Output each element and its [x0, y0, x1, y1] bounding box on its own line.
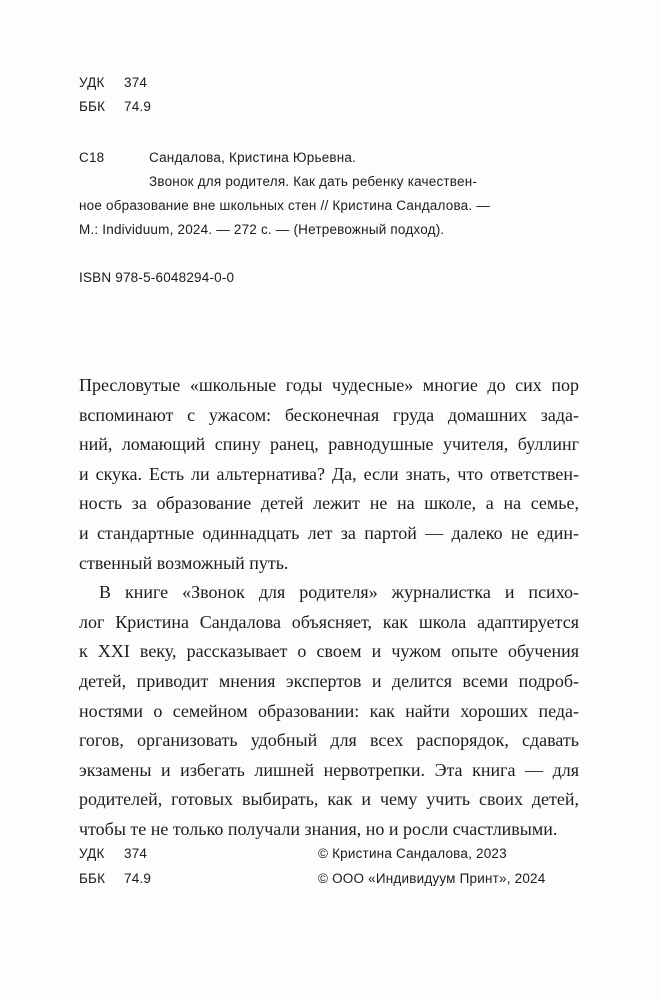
annotation-line: ственный возможный путь.: [79, 552, 289, 573]
annotation: [79, 371, 579, 845]
annotation-line: ний, ломающий спину ранец, равнодушные учителя, буллинг: [79, 434, 579, 455]
annotation-paragraph-2: [79, 578, 579, 844]
annotation-paragraph-1: [79, 371, 579, 578]
copyright-author: © Кристина Сандалова, 2023: [318, 846, 507, 861]
bib-head: [79, 146, 549, 170]
bbk-label: ББК: [79, 99, 106, 114]
annotation-line: чтобы те не только получали знания, но и росли счастливыми.: [79, 818, 558, 839]
annotation-line: ность за образование детей лежит не на школе, а на семье,: [79, 493, 579, 514]
udk-label: УДК: [79, 75, 105, 90]
annotation-line: гогов, организовать удобный для всех распорядок, сдавать: [79, 730, 579, 751]
bottom-bbk: [79, 871, 151, 886]
isbn: ISBN 978-5-6048294-0-0: [79, 270, 235, 285]
bib-line: ное образование вне школьных стен // Кристина Сандалова. —: [79, 198, 490, 213]
annotation-line: к XXI веку, рассказывает о своем и чужом опыте обучения: [79, 641, 579, 662]
annotation-line: ностями о семейном образовании: как найти хороших педа-: [79, 700, 579, 721]
annotation-line: экзамены и избегать лишней нервотрепки. Эта книга — для: [79, 759, 579, 780]
author-mark: С18: [79, 150, 105, 165]
bib-author: Сандалова, Кристина Юрьевна.: [149, 150, 357, 165]
annotation-line: Пресловутые «школьные годы чудесные» многие до сих пор: [79, 375, 579, 395]
copyright-publisher: © ООО «Индивидуум Принт», 2024: [318, 871, 546, 886]
bib-line: М.: Individuum, 2024. — 272 с. — (Нетревожный подход).: [79, 222, 445, 237]
annotation-line: вспоминают с ужасом: бесконечная груда домашних зада-: [79, 404, 579, 425]
top-udk: [79, 75, 147, 90]
bbk-label: ББК: [79, 871, 106, 886]
udk-label: УДК: [79, 846, 105, 861]
annotation-line: В книге «Звонок для родителя» журналистка и психо-: [99, 582, 579, 603]
annotation-line: и стандартные одиннадцать лет за партой — далеко не един-: [79, 522, 579, 543]
bib-line: Звонок для родителя. Как дать ребенку качествен-: [149, 174, 478, 189]
bbk-value: 74.9: [124, 99, 152, 114]
udk-value: 374: [124, 846, 148, 861]
udk-value: 374: [124, 75, 148, 90]
bibliographic-record: [79, 146, 549, 242]
annotation-line: родителей, готовых выбирать, как и чему учить своих детей,: [79, 789, 579, 810]
annotation-line: и скука. Есть ли альтернатива? Да, если знать, что ответствен-: [79, 463, 579, 484]
annotation-line: лог Кристина Сандалова объясняет, как школа адаптируется: [79, 611, 579, 632]
annotation-line: детей, приводит мнения экспертов и делится всеми подроб-: [79, 670, 579, 691]
top-bbk: [79, 99, 151, 114]
bbk-value: 74.9: [124, 871, 152, 886]
bottom-udk: [79, 846, 147, 861]
